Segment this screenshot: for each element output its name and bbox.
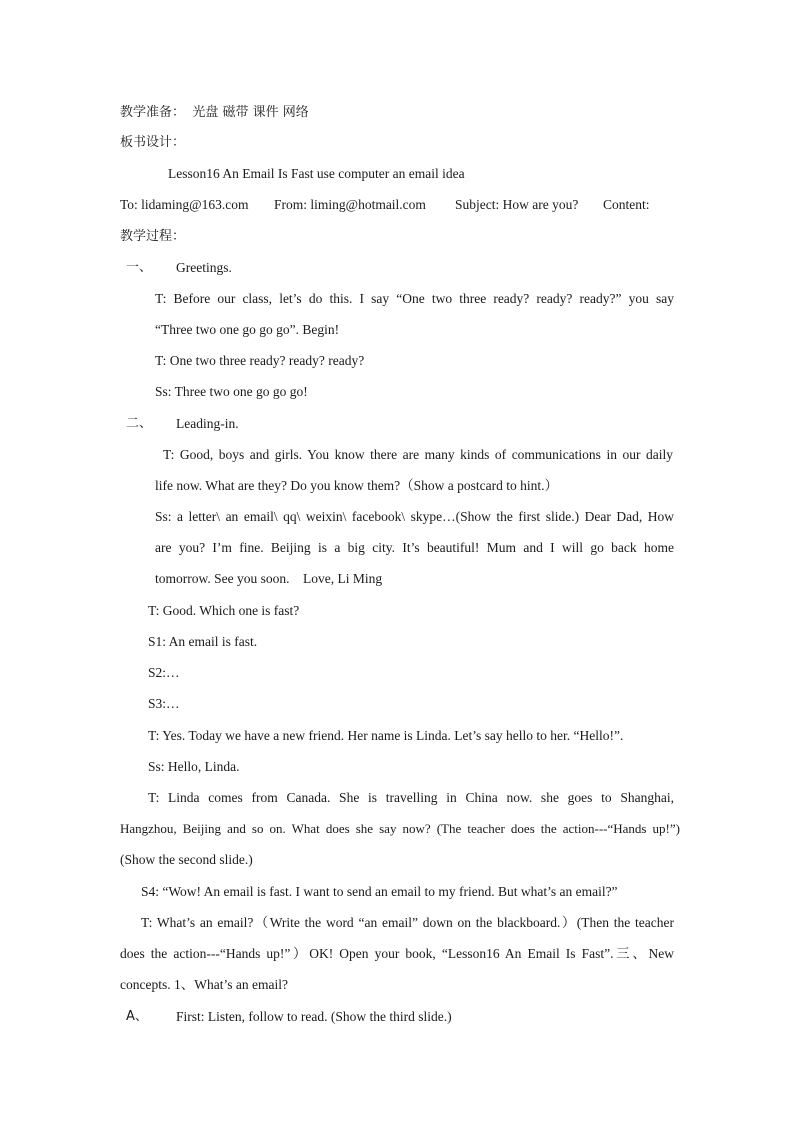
step2-line: S4: “Wow! An email is fast. I want to send an email to my friend. But what’s an email?” (141, 884, 618, 899)
step2-line: concepts. 1、What’s an email? (120, 977, 288, 992)
board-title-line: Lesson16 An Email Is Fast use computer an email idea (168, 166, 465, 181)
board-content: Content: (603, 197, 650, 212)
step1-number: 一、 (126, 260, 153, 275)
step2-line: are you? I’m fine. Beijing is a big city. It’s beautiful! Mum and I will go back home (155, 540, 674, 555)
step2-number: 二、 (126, 416, 153, 431)
step2-line: T: Linda comes from Canada. She is travelling in China now. she goes to Shanghai, (148, 790, 674, 805)
step2-line: T: What’s an email?（Write the word “an email” down on the blackboard.）(Then the teacher (141, 915, 674, 930)
step2-line: life now. What are they? Do you know them?（Show a postcard to hint.） (155, 478, 559, 493)
step2-line: Ss: Hello, Linda. (148, 759, 240, 774)
step2-line: S2:… (148, 665, 180, 680)
board-label: 板书设计： (120, 135, 186, 150)
step1-line: “Three two one go go go”. Begin! (155, 322, 340, 337)
step1-line: T: Before our class, let’s do this. I say “One two three ready? ready? ready?” you say (155, 291, 674, 306)
board-to: To: lidaming@163.com (120, 197, 249, 212)
sectionA-number: A、 (126, 1009, 148, 1024)
step2-line: tomorrow. See you soon. Love, Li Ming (155, 571, 383, 586)
step2-line: Ss: a letter\ an email\ qq\ weixin\ facebook\ skype…(Show the first slide.) Dear Dad, How (155, 509, 674, 524)
step1-title: Greetings. (176, 260, 232, 275)
process-label: 教学过程： (120, 229, 186, 244)
board-subject: Subject: How are you? (455, 197, 579, 212)
step2-line: T: Yes. Today we have a new friend. Her name is Linda. Let’s say hello to her. “Hello!”. (148, 728, 624, 743)
step2-title: Leading-in. (176, 416, 239, 431)
step2-line: Hangzhou, Beijing and so on. What does she say now? (The teacher does the action---“Hands up!”) (120, 821, 680, 836)
sectionA-text: First: Listen, follow to read. (Show the third slide.) (176, 1009, 452, 1024)
prep-line (120, 103, 309, 122)
prep-items: 光盘 磁带 课件 网络 (192, 105, 309, 120)
step2-line: S1: An email is fast. (148, 634, 258, 649)
board-from: From: liming@hotmail.com (274, 197, 426, 212)
step2-line: S3:… (148, 696, 180, 711)
step2-line: T: Good. Which one is fast? (148, 603, 300, 618)
step1-line: T: One two three ready? ready? ready? (155, 353, 365, 368)
step2-line: T: Good, boys and girls. You know there are many kinds of communications in our daily (163, 447, 673, 462)
prep-label: 教学准备： (120, 105, 186, 120)
step2-line: does the action---“Hands up!”）OK! Open your book, “Lesson16 An Email Is Fast”.三、New (120, 946, 674, 961)
step1-line: Ss: Three two one go go go! (155, 384, 308, 399)
step2-line: (Show the second slide.) (120, 852, 253, 867)
